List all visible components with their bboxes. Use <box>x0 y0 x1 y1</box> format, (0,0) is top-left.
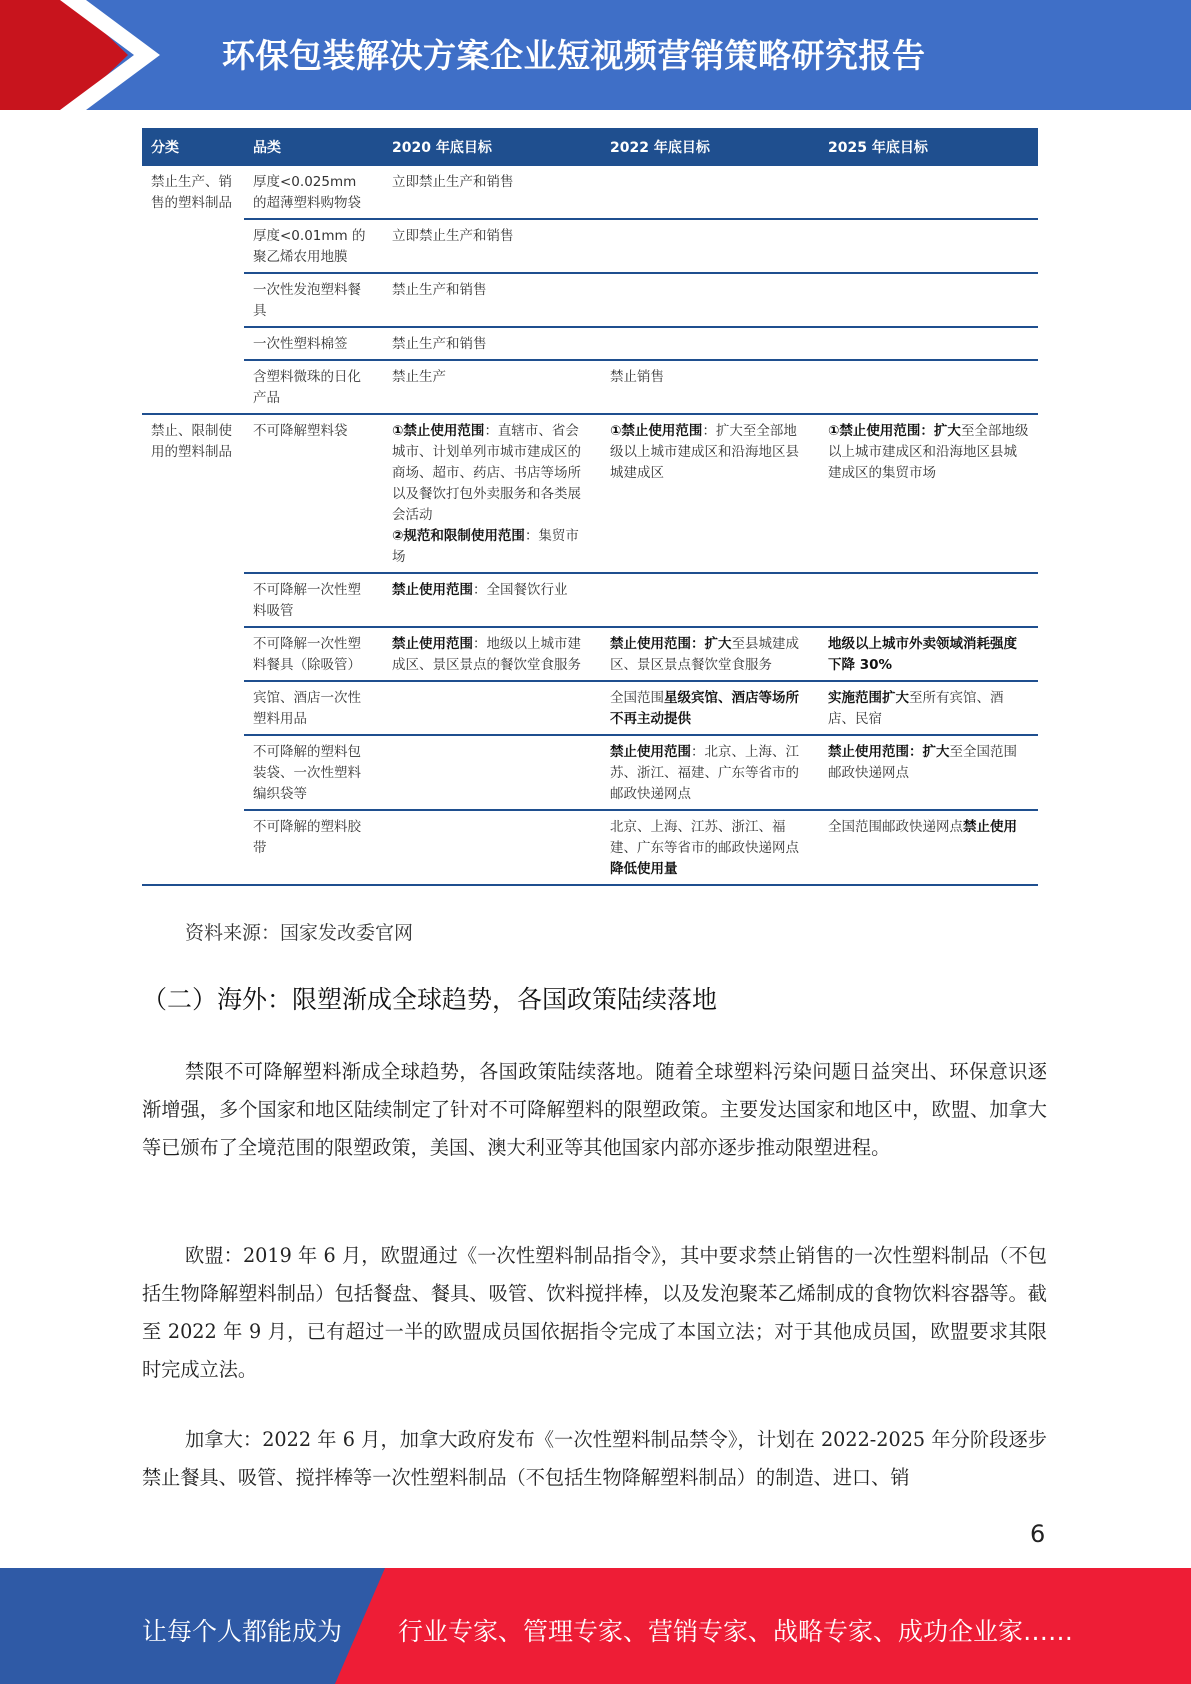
cell-text: ：集贸市场 <box>392 528 579 565</box>
item-cell: 不可降解的塑料包装袋、一次性塑料编织袋等 <box>244 735 383 810</box>
paragraph-global-trend: 禁限不可降解塑料渐成全球趋势，各国政策陆续落地。随着全球塑料污染问题日益突出、环保意识逐渐增强，多个国家和地区陆续制定了针对不可降解塑料的限塑政策。主要发达国家和地区中，欧盟、加拿大等已颁布了全境范围的限塑政策，美国、澳大利亚等其他国家内部亦逐步推动限塑进程。 <box>142 1060 1047 1159</box>
cell-text: ：地级以上城市建成区、景区景点的餐饮堂食服务 <box>392 636 581 673</box>
cell-text: 至全国范围邮政快递网点 <box>828 744 1017 781</box>
table-row <box>142 360 1038 414</box>
target-2020-cell: 立即禁止生产和销售 <box>383 166 601 219</box>
item-cell: 厚度<0.01mm 的聚乙烯农用地膜 <box>244 219 383 273</box>
cell-text: 全国范围 <box>610 690 664 706</box>
target-2025-cell <box>819 810 1038 885</box>
table-row <box>142 327 1038 360</box>
bold-text: 禁止使用 <box>963 819 1017 835</box>
target-2022-cell <box>601 414 819 573</box>
target-2022-cell <box>601 810 819 885</box>
bold-text: 星级宾馆、酒店等场所不再主动提供 <box>610 690 799 727</box>
bold-text: 禁止使用范围 <box>392 582 473 598</box>
table-row <box>142 681 1038 735</box>
header-category: 分类 <box>142 128 244 166</box>
target-2020-cell <box>383 735 601 810</box>
table-header-row <box>142 128 1038 166</box>
paragraph-canada: 加拿大：2022 年 6 月，加拿大政府发布《一次性塑料制品禁令》，计划在 2022-2025 年分阶段逐步禁止餐具、吸管、搅拌棒等一次性塑料制品（不包括生物降解塑料制品）的制造、进口、销 <box>142 1428 1047 1489</box>
page-header <box>0 0 1191 110</box>
target-2025-cell <box>819 573 1038 627</box>
bold-text: ①禁止使用范围 <box>392 423 485 439</box>
header-2025: 2025 年底目标 <box>819 128 1038 166</box>
target-2022-cell <box>601 735 819 810</box>
bold-text: 禁止使用范围：扩大 <box>828 744 950 760</box>
item-cell: 不可降解一次性塑料吸管 <box>244 573 383 627</box>
target-2020-cell <box>383 810 601 885</box>
category-cell: 禁止生产、销售的塑料制品 <box>142 166 244 414</box>
item-cell: 含塑料微珠的日化产品 <box>244 360 383 414</box>
bold-text: 禁止使用范围 <box>392 636 473 652</box>
table-row <box>142 219 1038 273</box>
cell-text: 至所有宾馆、酒店、民宿 <box>828 690 1004 727</box>
item-cell: 厚度<0.025mm 的超薄塑料购物袋 <box>244 166 383 219</box>
target-2022-cell <box>601 627 819 681</box>
table-row <box>142 166 1038 219</box>
footer-slogan-left: 让每个人都能成为 <box>142 1617 343 1646</box>
target-2022-cell <box>601 681 819 735</box>
table-row <box>142 573 1038 627</box>
cell-text: 至全部地级以上城市建成区和沿海地区县城建成区的集贸市场 <box>828 423 1029 481</box>
cell-text: ：扩大至全部地级以上城市建成区和沿海地区县城建成区 <box>610 423 799 481</box>
bold-text: 禁止使用范围：扩大 <box>610 636 732 652</box>
header-2020: 2020 年底目标 <box>383 128 601 166</box>
table-row <box>142 414 1038 573</box>
cell-text: 全国范围邮政快递网点 <box>828 819 963 835</box>
footer-slogan-right: 行业专家、管理专家、营销专家、战略专家、成功企业家…… <box>398 1617 1074 1646</box>
target-2025-cell <box>819 681 1038 735</box>
target-2020-cell <box>383 681 601 735</box>
table-row <box>142 627 1038 681</box>
target-2025-cell <box>819 360 1038 414</box>
section-heading: （二）海外：限塑渐成全球趋势，各国政策陆续落地 <box>142 985 718 1014</box>
policy-table <box>142 128 1038 886</box>
page-footer <box>0 1568 1191 1684</box>
item-cell: 宾馆、酒店一次性塑料用品 <box>244 681 383 735</box>
target-2020-cell: 立即禁止生产和销售 <box>383 219 601 273</box>
bold-text: ①禁止使用范围：扩大 <box>828 423 961 439</box>
bold-text: 降低使用量 <box>610 861 678 877</box>
target-2020-cell <box>383 414 601 573</box>
cell-text: 至县城建成区、景区景点餐饮堂食服务 <box>610 636 799 673</box>
target-2025-cell <box>819 219 1038 273</box>
bold-text: ①禁止使用范围 <box>610 423 703 439</box>
table-row <box>142 273 1038 327</box>
header-red-arrow <box>0 0 128 110</box>
item-cell: 不可降解塑料袋 <box>244 414 383 573</box>
paragraph-eu: 欧盟：2019 年 6 月，欧盟通过《一次性塑料制品指令》，其中要求禁止销售的一次性塑料制品（不包括生物降解塑料制品）包括餐盘、餐具、吸管、饮料搅拌棒，以及发泡聚苯乙烯制成的食物饮料容器等。截至 2022 年 9 月，已有超过一半的欧盟成员国依据指令完成了本国立法；对于其他成员国，欧盟要求其限时完成立法。 <box>142 1244 1047 1381</box>
target-2020-cell <box>383 627 601 681</box>
target-2022-cell <box>601 166 819 219</box>
target-2025-cell <box>819 735 1038 810</box>
bold-text: ②规范和限制使用范围 <box>392 528 525 544</box>
item-cell: 不可降解一次性塑料餐具（除吸管） <box>244 627 383 681</box>
item-cell: 一次性塑料棉签 <box>244 327 383 360</box>
report-title: 环保包装解决方案企业短视频营销策略研究报告 <box>222 36 926 75</box>
target-2020-cell: 禁止生产和销售 <box>383 327 601 360</box>
page-number: 6 <box>1030 1520 1046 1548</box>
target-2020-cell: 禁止生产 <box>383 360 601 414</box>
cell-text: ：直辖市、省会城市、计划单列市城市建成区的商场、超市、药店、书店等场所以及餐饮打包外卖服务和各类展会活动 <box>392 423 581 523</box>
header-2022: 2022 年底目标 <box>601 128 819 166</box>
item-cell: 一次性发泡塑料餐具 <box>244 273 383 327</box>
target-2025-cell <box>819 166 1038 219</box>
source-note: 资料来源：国家发改委官网 <box>185 922 414 944</box>
bold-text: 地级以上城市外卖领域消耗强度下降 30% <box>828 636 1017 673</box>
target-2025-cell <box>819 627 1038 681</box>
target-2025-cell <box>819 327 1038 360</box>
bold-text: 实施范围扩大 <box>828 690 909 706</box>
cell-text: ：北京、上海、江苏、浙江、福建、广东等省市的邮政快递网点 <box>610 744 799 802</box>
target-2022-cell <box>601 273 819 327</box>
target-2025-cell <box>819 414 1038 573</box>
target-2022-cell <box>601 327 819 360</box>
table-row <box>142 735 1038 810</box>
table-row <box>142 810 1038 885</box>
header-item: 品类 <box>244 128 383 166</box>
target-2022-cell <box>601 219 819 273</box>
target-2020-cell <box>383 573 601 627</box>
cell-text: ：全国餐饮行业 <box>473 582 568 598</box>
target-2025-cell <box>819 273 1038 327</box>
bold-text: 禁止使用范围 <box>610 744 691 760</box>
item-cell: 不可降解的塑料胶带 <box>244 810 383 885</box>
cell-text: 北京、上海、江苏、浙江、福建、广东等省市的邮政快递网点 <box>610 819 799 856</box>
target-2020-cell: 禁止生产和销售 <box>383 273 601 327</box>
target-2022-cell <box>601 573 819 627</box>
target-2022-cell: 禁止销售 <box>601 360 819 414</box>
category-cell: 禁止、限制使用的塑料制品 <box>142 414 244 885</box>
